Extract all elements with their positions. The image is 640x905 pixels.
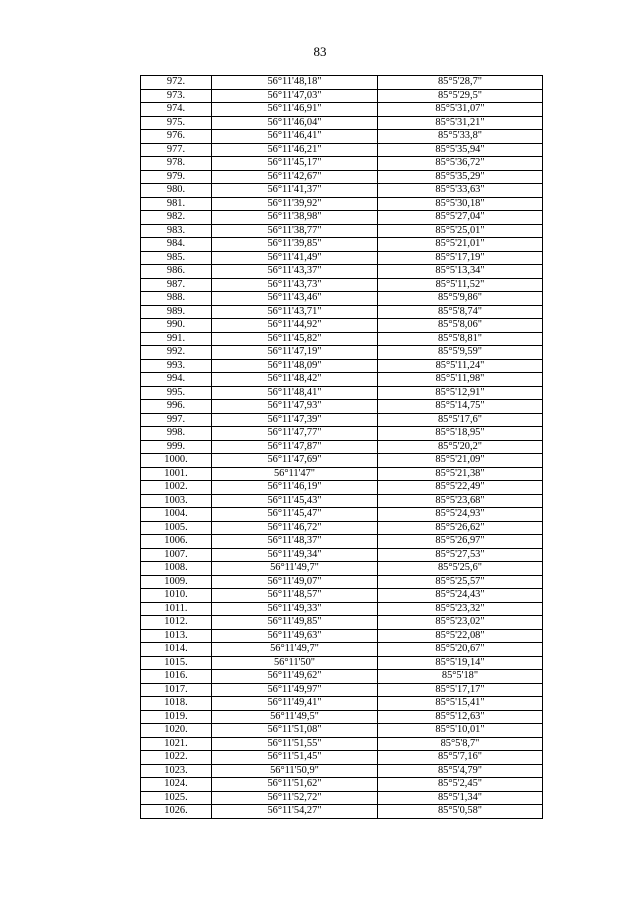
table-row <box>141 656 543 670</box>
latitude-cell: 56°11'50,9" <box>212 764 378 778</box>
table-row <box>141 467 543 481</box>
longitude-cell: 85°5'24,43" <box>378 589 543 603</box>
longitude-cell: 85°5'22,49" <box>378 481 543 495</box>
longitude-cell: 85°5'20,2" <box>378 440 543 454</box>
longitude-cell: 85°5'33,8" <box>378 130 543 144</box>
longitude-cell: 85°5'21,38" <box>378 467 543 481</box>
point-number-cell: 1026. <box>141 805 212 819</box>
latitude-cell: 56°11'49,7" <box>212 562 378 576</box>
point-number-cell: 1021. <box>141 737 212 751</box>
table-row <box>141 157 543 171</box>
longitude-cell: 85°5'21,09" <box>378 454 543 468</box>
latitude-cell: 56°11'51,45" <box>212 751 378 765</box>
longitude-cell: 85°5'0,58" <box>378 805 543 819</box>
table-row <box>141 346 543 360</box>
table-row <box>141 643 543 657</box>
latitude-cell: 56°11'48,09" <box>212 359 378 373</box>
point-number-cell: 1008. <box>141 562 212 576</box>
table-row <box>141 265 543 279</box>
latitude-cell: 56°11'43,37" <box>212 265 378 279</box>
point-number-cell: 994. <box>141 373 212 387</box>
point-number-cell: 1000. <box>141 454 212 468</box>
longitude-cell: 85°5'12,91" <box>378 386 543 400</box>
longitude-cell: 85°5'30,18" <box>378 197 543 211</box>
longitude-cell: 85°5'8,74" <box>378 305 543 319</box>
longitude-cell: 85°5'2,45" <box>378 778 543 792</box>
table-row <box>141 413 543 427</box>
longitude-cell: 85°5'36,72" <box>378 157 543 171</box>
point-number-cell: 986. <box>141 265 212 279</box>
point-number-cell: 980. <box>141 184 212 198</box>
latitude-cell: 56°11'44,92" <box>212 319 378 333</box>
latitude-cell: 56°11'43,73" <box>212 278 378 292</box>
point-number-cell: 992. <box>141 346 212 360</box>
table-row <box>141 494 543 508</box>
point-number-cell: 1010. <box>141 589 212 603</box>
longitude-cell: 85°5'28,7" <box>378 76 543 90</box>
point-number-cell: 1005. <box>141 521 212 535</box>
latitude-cell: 56°11'49,41" <box>212 697 378 711</box>
point-number-cell: 1012. <box>141 616 212 630</box>
point-number-cell: 984. <box>141 238 212 252</box>
table-row <box>141 805 543 819</box>
latitude-cell: 56°11'46,04" <box>212 116 378 130</box>
point-number-cell: 975. <box>141 116 212 130</box>
coordinates-table <box>140 75 543 819</box>
longitude-cell: 85°5'1,34" <box>378 791 543 805</box>
longitude-cell: 85°5'19,14" <box>378 656 543 670</box>
longitude-cell: 85°5'27,04" <box>378 211 543 225</box>
point-number-cell: 988. <box>141 292 212 306</box>
latitude-cell: 56°11'42,67" <box>212 170 378 184</box>
longitude-cell: 85°5'13,34" <box>378 265 543 279</box>
table-row <box>141 224 543 238</box>
point-number-cell: 982. <box>141 211 212 225</box>
table-row <box>141 170 543 184</box>
latitude-cell: 56°11'45,43" <box>212 494 378 508</box>
latitude-cell: 56°11'46,41" <box>212 130 378 144</box>
table-row <box>141 616 543 630</box>
point-number-cell: 987. <box>141 278 212 292</box>
latitude-cell: 56°11'47,77" <box>212 427 378 441</box>
longitude-cell: 85°5'25,01" <box>378 224 543 238</box>
table-row <box>141 481 543 495</box>
latitude-cell: 56°11'47,19" <box>212 346 378 360</box>
longitude-cell: 85°5'31,07" <box>378 103 543 117</box>
table-row <box>141 521 543 535</box>
point-number-cell: 1011. <box>141 602 212 616</box>
point-number-cell: 995. <box>141 386 212 400</box>
longitude-cell: 85°5'23,02" <box>378 616 543 630</box>
latitude-cell: 56°11'48,18" <box>212 76 378 90</box>
table-row <box>141 116 543 130</box>
longitude-cell: 85°5'26,62" <box>378 521 543 535</box>
latitude-cell: 56°11'52,72" <box>212 791 378 805</box>
latitude-cell: 56°11'49,85" <box>212 616 378 630</box>
longitude-cell: 85°5'23,68" <box>378 494 543 508</box>
point-number-cell: 1023. <box>141 764 212 778</box>
point-number-cell: 993. <box>141 359 212 373</box>
longitude-cell: 85°5'20,67" <box>378 643 543 657</box>
table-row <box>141 292 543 306</box>
longitude-cell: 85°5'35,94" <box>378 143 543 157</box>
latitude-cell: 56°11'47,93" <box>212 400 378 414</box>
latitude-cell: 56°11'46,19" <box>212 481 378 495</box>
latitude-cell: 56°11'47,03" <box>212 89 378 103</box>
latitude-cell: 56°11'51,08" <box>212 724 378 738</box>
table-row <box>141 89 543 103</box>
table-row <box>141 211 543 225</box>
longitude-cell: 85°5'14,75" <box>378 400 543 414</box>
latitude-cell: 56°11'48,42" <box>212 373 378 387</box>
table-row <box>141 575 543 589</box>
table-row <box>141 238 543 252</box>
point-number-cell: 1003. <box>141 494 212 508</box>
latitude-cell: 56°11'45,82" <box>212 332 378 346</box>
latitude-cell: 56°11'45,17" <box>212 157 378 171</box>
table-row <box>141 764 543 778</box>
latitude-cell: 56°11'49,62" <box>212 670 378 684</box>
table-row <box>141 751 543 765</box>
point-number-cell: 1009. <box>141 575 212 589</box>
point-number-cell: 983. <box>141 224 212 238</box>
table-row <box>141 670 543 684</box>
longitude-cell: 85°5'18" <box>378 670 543 684</box>
latitude-cell: 56°11'41,49" <box>212 251 378 265</box>
point-number-cell: 990. <box>141 319 212 333</box>
latitude-cell: 56°11'54,27" <box>212 805 378 819</box>
longitude-cell: 85°5'31,21" <box>378 116 543 130</box>
point-number-cell: 974. <box>141 103 212 117</box>
point-number-cell: 979. <box>141 170 212 184</box>
point-number-cell: 1007. <box>141 548 212 562</box>
longitude-cell: 85°5'17,6" <box>378 413 543 427</box>
latitude-cell: 56°11'49,07" <box>212 575 378 589</box>
latitude-cell: 56°11'41,37" <box>212 184 378 198</box>
coordinates-table-body <box>141 76 543 819</box>
point-number-cell: 999. <box>141 440 212 454</box>
table-row <box>141 305 543 319</box>
table-row <box>141 602 543 616</box>
table-row <box>141 197 543 211</box>
latitude-cell: 56°11'47,39" <box>212 413 378 427</box>
table-row <box>141 440 543 454</box>
longitude-cell: 85°5'12,63" <box>378 710 543 724</box>
point-number-cell: 989. <box>141 305 212 319</box>
longitude-cell: 85°5'15,41" <box>378 697 543 711</box>
latitude-cell: 56°11'43,46" <box>212 292 378 306</box>
table-row <box>141 130 543 144</box>
longitude-cell: 85°5'9,86" <box>378 292 543 306</box>
table-row <box>141 319 543 333</box>
latitude-cell: 56°11'47" <box>212 467 378 481</box>
point-number-cell: 998. <box>141 427 212 441</box>
point-number-cell: 1004. <box>141 508 212 522</box>
table-row <box>141 778 543 792</box>
longitude-cell: 85°5'17,19" <box>378 251 543 265</box>
longitude-cell: 85°5'27,53" <box>378 548 543 562</box>
point-number-cell: 1014. <box>141 643 212 657</box>
longitude-cell: 85°5'33,63" <box>378 184 543 198</box>
longitude-cell: 85°5'8,06" <box>378 319 543 333</box>
table-row <box>141 386 543 400</box>
point-number-cell: 1002. <box>141 481 212 495</box>
table-row <box>141 508 543 522</box>
longitude-cell: 85°5'18,95" <box>378 427 543 441</box>
table-row <box>141 589 543 603</box>
table-row <box>141 373 543 387</box>
latitude-cell: 56°11'51,62" <box>212 778 378 792</box>
table-row <box>141 359 543 373</box>
latitude-cell: 56°11'46,72" <box>212 521 378 535</box>
table-row <box>141 724 543 738</box>
latitude-cell: 56°11'48,37" <box>212 535 378 549</box>
latitude-cell: 56°11'49,63" <box>212 629 378 643</box>
latitude-cell: 56°11'38,77" <box>212 224 378 238</box>
point-number-cell: 981. <box>141 197 212 211</box>
latitude-cell: 56°11'47,69" <box>212 454 378 468</box>
table-row <box>141 427 543 441</box>
longitude-cell: 85°5'25,6" <box>378 562 543 576</box>
latitude-cell: 56°11'48,41" <box>212 386 378 400</box>
longitude-cell: 85°5'11,98" <box>378 373 543 387</box>
latitude-cell: 56°11'48,57" <box>212 589 378 603</box>
table-row <box>141 332 543 346</box>
longitude-cell: 85°5'11,52" <box>378 278 543 292</box>
longitude-cell: 85°5'4,79" <box>378 764 543 778</box>
latitude-cell: 56°11'51,55" <box>212 737 378 751</box>
point-number-cell: 1015. <box>141 656 212 670</box>
table-row <box>141 791 543 805</box>
point-number-cell: 1006. <box>141 535 212 549</box>
latitude-cell: 56°11'49,7" <box>212 643 378 657</box>
point-number-cell: 1001. <box>141 467 212 481</box>
latitude-cell: 56°11'45,47" <box>212 508 378 522</box>
longitude-cell: 85°5'22,08" <box>378 629 543 643</box>
latitude-cell: 56°11'43,71" <box>212 305 378 319</box>
point-number-cell: 997. <box>141 413 212 427</box>
longitude-cell: 85°5'8,81" <box>378 332 543 346</box>
table-row <box>141 683 543 697</box>
latitude-cell: 56°11'38,98" <box>212 211 378 225</box>
longitude-cell: 85°5'8,7" <box>378 737 543 751</box>
point-number-cell: 1020. <box>141 724 212 738</box>
point-number-cell: 1017. <box>141 683 212 697</box>
table-row <box>141 184 543 198</box>
point-number-cell: 991. <box>141 332 212 346</box>
table-row <box>141 697 543 711</box>
latitude-cell: 56°11'49,97" <box>212 683 378 697</box>
longitude-cell: 85°5'21,01" <box>378 238 543 252</box>
table-row <box>141 454 543 468</box>
latitude-cell: 56°11'39,92" <box>212 197 378 211</box>
longitude-cell: 85°5'11,24" <box>378 359 543 373</box>
latitude-cell: 56°11'47,87" <box>212 440 378 454</box>
latitude-cell: 56°11'49,34" <box>212 548 378 562</box>
point-number-cell: 1018. <box>141 697 212 711</box>
point-number-cell: 996. <box>141 400 212 414</box>
table-row <box>141 548 543 562</box>
longitude-cell: 85°5'7,16" <box>378 751 543 765</box>
page-number: 83 <box>313 44 327 59</box>
longitude-cell: 85°5'26,97" <box>378 535 543 549</box>
table-row <box>141 251 543 265</box>
latitude-cell: 56°11'49,5" <box>212 710 378 724</box>
latitude-cell: 56°11'46,91" <box>212 103 378 117</box>
latitude-cell: 56°11'50" <box>212 656 378 670</box>
longitude-cell: 85°5'25,57" <box>378 575 543 589</box>
point-number-cell: 1024. <box>141 778 212 792</box>
point-number-cell: 1019. <box>141 710 212 724</box>
point-number-cell: 985. <box>141 251 212 265</box>
table-row <box>141 562 543 576</box>
table-row <box>141 629 543 643</box>
longitude-cell: 85°5'9,59" <box>378 346 543 360</box>
point-number-cell: 1022. <box>141 751 212 765</box>
table-row <box>141 76 543 90</box>
point-number-cell: 977. <box>141 143 212 157</box>
latitude-cell: 56°11'39,85" <box>212 238 378 252</box>
point-number-cell: 1025. <box>141 791 212 805</box>
latitude-cell: 56°11'49,33" <box>212 602 378 616</box>
table-row <box>141 535 543 549</box>
point-number-cell: 973. <box>141 89 212 103</box>
point-number-cell: 1016. <box>141 670 212 684</box>
latitude-cell: 56°11'46,21" <box>212 143 378 157</box>
longitude-cell: 85°5'29,5" <box>378 89 543 103</box>
point-number-cell: 972. <box>141 76 212 90</box>
point-number-cell: 978. <box>141 157 212 171</box>
longitude-cell: 85°5'24,93" <box>378 508 543 522</box>
table-row <box>141 737 543 751</box>
point-number-cell: 1013. <box>141 629 212 643</box>
longitude-cell: 85°5'35,29" <box>378 170 543 184</box>
table-row <box>141 400 543 414</box>
longitude-cell: 85°5'17,17" <box>378 683 543 697</box>
longitude-cell: 85°5'23,32" <box>378 602 543 616</box>
longitude-cell: 85°5'10,01" <box>378 724 543 738</box>
table-row <box>141 278 543 292</box>
point-number-cell: 976. <box>141 130 212 144</box>
table-row <box>141 710 543 724</box>
table-row <box>141 143 543 157</box>
table-row <box>141 103 543 117</box>
